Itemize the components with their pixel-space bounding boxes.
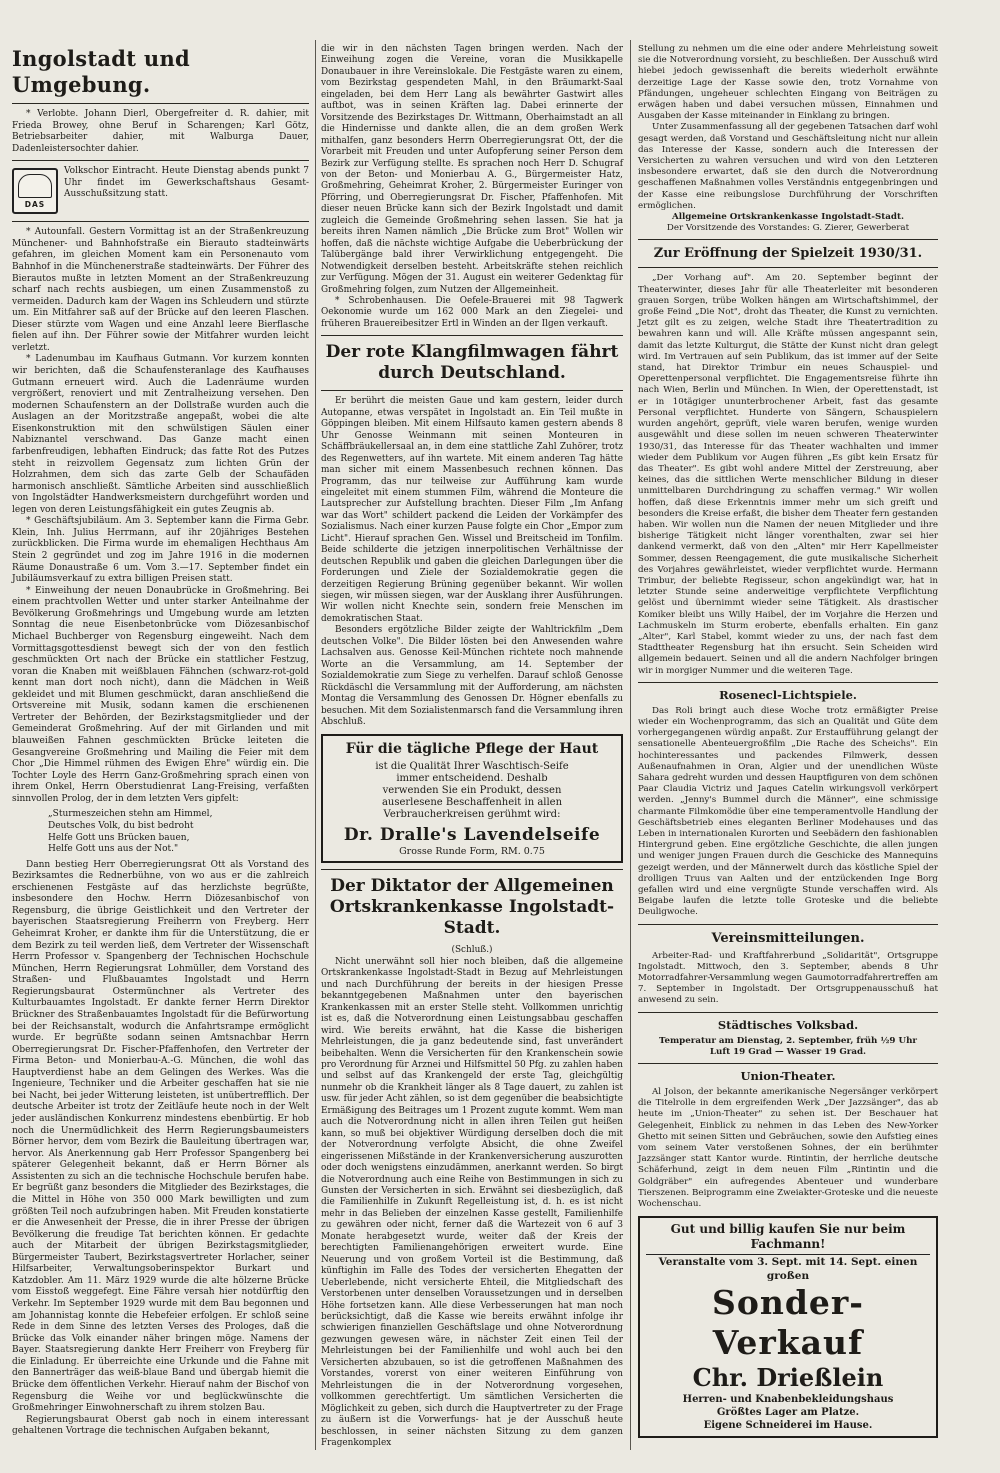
poem-line: Helfe Gott uns aus der Not.": [48, 844, 179, 855]
sale-line: Größtes Lager am Platze.: [716, 1407, 860, 1419]
poem: [12, 809, 309, 855]
article-diktator: Nicht unerwähnt soll hier noch bleiben, daß die allgemeine Ortskrankenkasse Ingolstadt-Stadt in Bezug auf Mehrleistungen und nach Durchführung der bereits in der hiesigen Presse bekanntgegebenen Maßnahmen unter den bayerischen Krankenkassen mit an erster Stelle steht. Vollkommen unrichtig ist es, daß die Notverordnung einen Leistungsabbau geschaffen wird. Wie bereits erwähnt, hat die Kasse die bisherigen Mehrleistungen, die ja ganz bedeutende sind, fast unverändert beibehalten. Wenn die Versicherten für den Krankenschein sowie pro Verordnung für Arznei und Hilfsmittel 50 Pfg. zu zahlen haben und selbst auf das Krankengeld der erste Tag, gleichgültig nunmehr ob die Krankheit länger als 8 Tage dauert, zu zahlen ist usw. für jeder Acht zählen, so ist dem gegenüber die beabsichtigte Ermäßigung des Beitrages um 1 Prozent zugute kommt. Wem man auch die Notverordnung nicht in allen ihren Teilen gut heißen kann, so muß bei objektiver Würdigung derselben doch die mit der Notverordnung verfolgte Absicht, die ohne Zweifel eingerissenen Mißstände in der Krankenversicherung auszurotten oder doch wenigstens einzudämmen, anerkannt werden. So birgt die Notverordnung auch eine Reihe von Bestimmungen in sich zu Gunsten der Versicherten in sich. Erwähnt sei diesbezüglich, daß die Familienhilfe in Zukunft Regelleistung ist, d. h. es ist nicht mehr in das Belieben der einzelnen Kasse gestellt, Familienhilfe zu gewähren oder nicht, ferner daß die Wartezeit von 6 auf 3 Monate herabgesetzt wurde, weiter daß der Kreis der berechtigten Familienangehörigen erweitert wurde. Eine Neuerung und von großem Vorteil ist die Bestimmung, daß künftighin im Falle des Todes der versicherten Ehegatten der Ueberlebende, nicht versicherte Ehteil, die Mitgliedschaft des Verstorbenen unter denselben Voraussetzungen und in derselben Höhe fortsetzen kann. Alle diese Verbesserungen hat man noch berücksichtigt, daß die Kasse wie bereits erwähnt infolge ihr schwierigen finanziellen Geschäftslage und ohne Notverordnung gezwungen gewesen wäre, in nächster Zeit einen Teil der Mehrleistungen bei der Familienhilfe und wohl auch bei den Versicherten abzubauen, so ist die getroffenen Maßnahmen des Vorstandes, vorerst von einer weiteren Einführung von Mehrleistungen die in der Notverordnung vorgesehen, vollkommen gerechtfertigt. Um sämtlichen Versicherten die Möglichkeit zu geben, sich durch die Hauptvertreter zu der Frage zu äußern ist die Vorwerfungs- hat je der Ausschuß heute beschlossen, in seiner nächsten Sitzung zu dem ganzen Fragenkomplex: [321, 956, 623, 1448]
article-schrobenhausen: * Schrobenhausen. Die Oefele-Brauerei mit 98 Tagwerk Oekonomie wurde um 162 000 Mark an den Ziegelei- und früheren Brauereibesitzer Ertl in Winden an der Ilgen verkauft.: [321, 295, 623, 329]
divider: [321, 335, 623, 336]
divider: [321, 869, 623, 870]
poem-line: Helfe Gott uns Brücken bauen,: [48, 832, 190, 843]
article-einweihung: * Einweihung der neuen Donaubrücke in Großmehring. Bei einem prachtvollen Wetter und unter starker Anteilnahme der Bevölkerung Großmehrings und Umgebung wurde am letzten Sonntag die neue Eisenbetonbrücke vom Diözesanbischof Michael Buchberger von Regensburg eingeweiht. Nach dem Vormittagsgottesdienst bewegt sich der von den festlich geschmückten Ort nach der Brücke ein stattlicher Festzug, voran die Knaben mit weißblauen Fähnchen (schwarz-rot-gold kennt man dort noch nicht), dann die Mädchen in Weiß gekleidet und mit Blumen geschmückt, daran anschließend die Ortsvereine mit Musik, sodann kamen die erschienenen Vertreter der Behörden, der Bezirkstagsmitglieder und der Gemeinderat Großmehring. Auf der mit Girlanden und mit blauweißen Fahnen geschmückten Brücke leiteten die Gesangvereine Großmehring und Mailing die Feier mit dem Chor „Die Himmel rühmen des Ewigen Ehre" würdig ein. Die Tochter Loyle des Herrn Ganz-Großmehring sprach einen von ihrem Onkel, Herrn Oberstudienrat Lang-Freising, verfaßten sinnvollen Prolog, der in dem letzten Vers gipfelt:: [12, 585, 309, 804]
continuation-note: (Schluß.): [451, 945, 493, 956]
headline-rosenecl: Rosenecl-Lichtspiele.: [719, 687, 857, 702]
article-verein: Arbeiter-Rad- und Kraftfahrerbund „Solidarität", Ortsgruppe Ingolstadt. Mittwoch, den 3. September, abends 8 Uhr Motorradfahrer-Versammlung wegen Gaumotorradfahrertreffen am 7. September in Ingolstadt. Der Ortsgruppenausschuß hat anwesend zu sein.: [638, 950, 938, 1006]
article-klangfilm-2: Besonders ergötzliche Bilder zeigte der Wahltrickfilm „Dem deutschen Volke". Die Bilder lösten bei den Anwesenden wahre Lachsalven aus. Genosse Keil-München richtete noch mahnende Worte an die Versammlung, am 14. September der Sozialdemokratie zum Siege zu verhelfen. Darauf schloß Genosse Rückdäschl die Versammlung mit der Aufforderung, am nächsten Montag die Versammlung des Genossen Dr. Högner ebenfalls zu besuchen. Mit dem Sozialistenmarsch fand die Versammlung ihren Abschluß.: [321, 625, 623, 728]
divider: [12, 103, 309, 104]
divider: [638, 1063, 938, 1064]
sale-line: Herren- und Knabenbekleidungshaus: [682, 1394, 894, 1406]
headline-union: Union-Theater.: [740, 1069, 836, 1084]
ad-brand: Dr. Dralle's Lavendelseife: [343, 825, 601, 846]
poem-line: Deutsches Volk, du bist bedroht: [48, 820, 194, 831]
article-geschaeftsjubilaeum: * Geschäftsjubiläum. Am 3. September kann die Firma Gebr. Klein, Inh. Julius Herrmann, auf ihr 20jähriges Bestehen zurückblicken. Die Firma wurde im ehemaligen Hechthaus Am Stein 2 gegründet und zog im Jahre 1916 in die modernen Räume Donaustraße 6 um. Vom 3.—17. September findet ein Jubiläumsverkauf zu extra billigen Preisen statt.: [12, 516, 309, 585]
divider: [638, 924, 938, 925]
signature-org: Allgemeine Ortskrankenkasse Ingolstadt-Stadt.: [671, 212, 905, 223]
sale-firm: Chr. Drießlein: [692, 1363, 884, 1393]
poem-line: „Sturmeszeichen stehn am Himmel,: [48, 809, 213, 820]
headline-klangfilm: Der rote Klangfilmwagen fährt durch Deutschland.: [325, 342, 619, 384]
advertisement-soap: [321, 734, 623, 863]
column-rule: [630, 40, 631, 1450]
sale-headline: Sonder-Verkauf: [712, 1283, 864, 1363]
article-verlobte: * Verlobte. Johann Dierl, Obergefreiter d. R. dahier, mit Frieda Browey, ohne Beruf in Scharengen; Karl Götz, Betriebsarbeiter dahier, mit Walburga Dauer, Dadenleistersochter dahier.: [12, 109, 309, 154]
article-ladenumbau: * Ladenumbau im Kaufhaus Gutmann. Vor kurzem konnten wir berichten, daß die Schaufensteranlage des Kaufhauses Gutmann erneuert wird. Auch die Ladenräume wurden vergrößert, renoviert und mit Zentralheizung versehen. Den modernen Schaufenstern an der Dollstraße wurden auch die Auslagen an der Moritzstraße angepaßt, wobei die alte Eisenkonstruktion mit den schwülstigen Säulen einer Nabiznantel verschwand. Das Ganze macht einen farbenfreudigen, lebhaften Eindruck; das fatte Rot des Putzes steht in reizvollem Gegensatz zum lichten Grün der Holzrahmen, dem sich das zarte Gelb der Schaufäden harmonisch anschließt. Sämtliche Arbeiten sind ausschließlich von Ingolstädter Handwerksmeistern durchgeführt worden und legen von deren Leistungsfähigkeit ein gutes Zeugnis ab.: [12, 354, 309, 515]
headline-verein: Vereinsmitteilungen.: [711, 930, 865, 946]
article-autounfall: * Autounfall. Gestern Vormittag ist an der Straßenkreuzung Münchener- und Bahnhofstraße ein Bierauto stadteinwärts gefahren, im gleichen Moment kam ein Personenauto vom Bahnhof in die Münchenerstraße stadteinwärts. Der Führer des Bierautos mußte in letzten Moment an der Straßenkreuzung scharf nach rechts ausbiegen, um einen Zusammenstoß zu vermeiden. Dadurch kam der Wagen ins Schleudern und stürzte um. Ein Mitfahrer saß auf der Brücke auf den leeren Flaschen. Dieser stürzte vom Wagen und eine Anzahl leere Bierflasche fielen auf ihn. Der Führer sowie der Mitfahrer wurden leicht verletzt.: [12, 227, 309, 353]
ad-body: ist die Qualität Ihrer Waschtisch-Seife immer entscheidend. Deshalb verwenden Sie ein Produkt, dessen auserlesene Beschaffenheit in allen Verbraucherkreisen gerühmt wird:: [375, 761, 569, 821]
article-zusammenfassung: Unter Zusammenfassung all der gegebenen Tatsachen darf wohl gesagt werden, daß Vorstand und Geschäftsleitung nicht nur allein das Interesse der Kasse, sondern auch die Interessen der Versicherten zu wahren versuchen und wird von den Letzteren insbesondere erwartet, daß sie den durch die Notverordnung geschaffenen Maßnahmen volles Verständnis entgegenbringen und der Kasse eine reibungslose Durchführung der Vorschriften ermöglichen.: [638, 122, 938, 211]
logo-label: DAS: [24, 199, 46, 209]
divider: [638, 239, 938, 240]
headline-diktator: Der Diktator der Allgemeinen Ortskrankenkasse Ingolstadt-Stadt.: [329, 876, 615, 939]
divider: [638, 267, 938, 268]
article-einweihung-cont: Dann bestieg Herr Oberregierungsrat Ott als Vorstand des Bezirksamtes die Rednerbühne, von wo aus er die zahlreich erschienenen Festgäste auf das herzlichste begrüßte, insbesondere den Hochw. Herrn Diözesanbischof von Regensburg, die übrige Geistlichkeit und den Vertreter der bayerischen Staatsregierung Freiherrn von Freyberg. Herr Geheimrat Kroher, er dankte ihm für die Unterstützung, die er dem Bezirk zu teil werden ließ, dem Vertreter der Wissenschaft Herrn Professor v. Spangenberg der Technischen Hochschule München, Herrn Regierungsrat Lohmüller, dem Vorstand des Straßen- und Flußbauamtes Ingolstadt und Herrn Regierungsbaurat Ostermünchner als Vertreter des Kulturbauamtes Ingolstadt. Er dankte ferner Herrn Direktor Brückner des Straßenbauamtes Ingolstadt für die Befürwortung bei der Reichsanstalt, wodurch die Anfahrtsrampe ermöglicht wurde. Er begrüßte sodann seinen Amtsnachbar Herrn Oberregierungsrat Dr. Fischer-Pfaffenhofen, den Vertreter der Firma Beton- und Monierbau-A.-G. München, die wohl das Hauptverdienst habe an dem Gelingen des Werkes. Was die Ingenieure, Techniker und die Arbeiter geschaffen hat sie nie bei Nacht, bei jeder Witterung leisteten, ist unübertrefflich. Der deutsche Arbeiter ist trotz der Zeitläufe heute noch in der Welt jeder ausländischen Konkurrenz mindestens ebenbürtig. Er hob noch die Unermüdlichkeit des Herrn Regierungsbaumeisters Börner hervor, dem vom Bezirk die Bauleitung übertragen war, hervor. Als Anerkennung gab Herr Professor Spangenberg bei späterer Gelegenheit bekannt, daß er Herrn Börner als Assistenten zu sich an die technische Hochschule berufen habe. Er begrüßt ganz besonders die Mitglieder des Bezirkstages, die die Mittel in Höhe von 350 000 Mark bewilligten und zum größten Teil noch aufzubringen haben. Mit Freuden konstatierte er die Anwesenheit der Presse, die in ihrer Presse der übrigen Bevölkerung die freudige Tat berichten können. Er gedachte auch der Mitarbeit der übrigen Bezirkstagsmitglieder, Bürgermeister Taubert, Bezirkstagsvertreter Horlacher, seiner Hilfsarbeiter, Verwaltungsoberinspektor Burkart und Katzdobler. Am 11. März 1929 wurde die alte hölzerne Brücke vom Eisstoß weggefegt. Eine Fähre versah hier notdürftig den Verkehr. Im September 1929 wurde mit dem Bau begonnen und am Johannistag konnte die Hebefeier erfolgen. Er schloß seine Rede in dem Sinne des letzten Verses des Prologes, daß die Brücke das Volk einander näher bringen möge. Namens der Bayer. Staatsregierung dankte Herr Freiherr von Freyberg für die Einladung. Er überreichte eine Urkunde und die Fahne mit den Bannerträger das weiß-blaue Band und übergab hiemit die Brücke dem öffentlichen Verkehr. Hierauf nahm der Bischof von Regensburg die Weihe vor und beglückwünschte die Großmehringer Einwohnerschaft zu ihrem stolzen Bau.: [12, 859, 309, 1414]
article-volkschor: Volkschor Eintracht. Heute Dienstag abends punkt 7 Uhr findet im Gewerkschaftshaus Gesamt-Ausschußsitzung statt.: [64, 166, 309, 200]
headline-spielzeit: Zur Eröffnung der Spielzeit 1930/31.: [653, 246, 923, 262]
article-regierung: Regierungsbaurat Oberst gab noch in einem interessant gehaltenen Vortrage die technischen Aufgaben bekannt,: [12, 1414, 309, 1437]
ad-price: Grosse Runde Form, RM. 0.75: [399, 846, 545, 858]
ad-headline: Für die tägliche Pflege der Haut: [345, 741, 599, 758]
divider: [12, 221, 309, 222]
logo-emblem: [18, 174, 52, 198]
article-rosenecl: Das Roli bringt auch diese Woche trotz ermäßigter Preise wieder ein Wochenprogramm, das sich an Qualität und Güte dem vorhergegangenen würdig anpaßt. Zur Erstaufführung gelangt der sensationelle Abenteuergroßfilm „Die Rache des Scheichs". Ein hochinteressantes und packendes Filmwerk, dessen Außenaufnahmen in Oran, Algier und der unendlichen Wüste Sahara gedreht wurden und dessen Hauptfiguren von dem schönen Paar Claudia Victriz und Jaques Catelin wirkungsvoll verkörpert werden. „Jenny's Bummel durch die Männer", eine schmissige charmante Filmkomödie über eine temperamentvolle Handlung der Geschäftsbetrieb eines eleganten Berliner Modehauses und das Leben in internationalen Kurorten und Seebädern den fashionablen Hintergrund geben. Eine ergötzliche Geschichte, die allen jungen und weniger jungen Frauen durch die Geschicke des Mannequins gezeigt werden, und der Männerwelt durch das köstliche Spiel der drolligen Truus van Aalten und der entzückenden Inge Borg gefallen wird und eine vergnügte Stunde verschaffen wird. Als Beigabe laufen die letzte tolle Groteske und die beliebte Deuligwoche.: [638, 705, 938, 918]
divider: [321, 390, 623, 391]
column-rule: [315, 40, 316, 1450]
divider: [638, 1012, 938, 1013]
sale-line: Eigene Schneiderei im Hause.: [703, 1420, 873, 1432]
volksbad-values: Luft 19 Grad — Wasser 19 Grad.: [709, 1046, 867, 1057]
article-klangfilm: Er berührt die meisten Gaue und kam gestern, leider durch Autopanne, etwas verspätet in Ingolstadt an. Ein Teil mußte in Göppingen bleiben. Mit einem Hilfsauto kamen gestern abends 8 Uhr Genosse Weinmann mit seinen Monteuren in Schäffbräukellersaal an, in dem eine stattliche Zahl Zuhörer, trotz des Regenwetters, auf ihn wartete. Mit einem anderen Tag hätte man sicher mit einem Massenbesuch rechnen können. Das Programm, das nur teilweise zur Aufführung kam wurde eingeleitet mit einem stummen Film, während die Monteure die Lautsprecher zur Aufstellung brachten. Dieser Film „Im Anfang war das Wort" schildert packend die Leiden der Vorkämpfer des Sozialismus. Nach einer kurzen Pause folgte ein Chor „Empor zum Licht". Hierauf sprachen Gen. Wissel und Breitscheid im Tonfilm. Beide schilderte die jetzigen innerpolitischen Verhältnisse der deutschen Republik und gaben die gleichen Darlegungen über die Forderungen und Ziele der Sozialdemokratie gegen die derzeitigen Regierung Brüning gegenüber bekannt. Wir wollen siegen, wir müssen siegen, war der Ausklang ihrer Ausführungen. Wir wollen nicht Knechte sein, sondern freie Menschen im demokratischen Staat.: [321, 396, 623, 624]
volksbad-temp: Temperatur am Dienstag, 2. September, früh ½9 Uhr: [659, 1035, 917, 1046]
divider: [12, 160, 309, 161]
volkschor-logo: [12, 168, 58, 214]
sale-slogan: Gut und billig kaufen Sie nur beim Fachmann!: [646, 1222, 930, 1255]
column-right: [638, 44, 938, 1438]
article-union: Al Jolson, der bekannte amerikanische Negersänger verkörpert die Titelrolle in dem ergreifenden Werk „Der Jazzsänger", das ab heute im „Union-Theater" zu sehen ist. Der Beschauer hat Gelegenheit, Einblick zu nehmen in das Leben des New-Yorker Ghetto mit seinen Sitten und Gebräuchen, sowie den Aufstieg eines vom seinem Vater verstoßenen Sohnes, der ein berühmter Jazzsänger statt Kantor wurde. Rintintin, der herrliche deutsche Schäferhund, zeigt in dem neuen Film „Rintintin und die Goldgräber" ein aufregendes Abenteuer und wunderbare Tierszenen. Beiprogramm eine Zweiakter-Groteske und die neueste Wochenschau.: [638, 1087, 938, 1210]
headline-volksbad: Städtisches Volksbad.: [717, 1017, 859, 1032]
section-title: Ingolstadt und Umgebung.: [12, 46, 191, 97]
article-spielzeit: „Der Vorhang auf". Am 20. September beginnt der Theaterwinter, dieses Jahr für alle Theaterleiter mit besonderen grauen Sorgen, trübe Wolken hängen am Wirtschaftshimmel, der große Feind „Die Not", droht das Theater, die Kunst zu vernichten. Jetzt gilt es zu zeigen, welche Stadt ihre Theatertradition zu bewahren kann und will. Alle Kräfte müssen angespannt sein, damit das letzte Kulturgut, die Stätte der Kunst nicht dran gelegt wird. Im Vertrauen auf sein Publikum, das ist immer auf der Seite stand, hat Direktor Trimbur ein neues Schauspiel- und Operettenpersonal verpflichtet. Die Engagementsreise führte ihn nach Wien, Berlin und München. In Wien, der Operettenstadt, ist er in 10tägiger ununterbrochener Arbeit, fast das gesamte Personal verpflichtet. Hunderte von Sängern, Schauspielern wurden angehört, geprüft, viele waren berufen, wenige wurden ausgewählt und diese sollen im neuen schweren Theaterwinter 1930/31, das Interesse für das Theater wachhalten und immer wieder dem Publikum vor Augen führen „Es gibt kein Ersatz für das Theater". Es gibt wohl andere Mittel der Zerstreuung, aber keines, das die sittlichen Werte menschlicher Bildung in dieser unmittelbaren Durchdringung zu schaffen vermag." Wir wollen hoffen, daß diese Erkenntnis immer mehr um sich greift und besonders die Kreise erfaßt, die bisher dem Theater fern gestanden haben. Wir wollen nun die Namen der neuen Mitglieder und ihre bisherige Tätigkeit nicht länger vorenthalten, zwar sei hier dankend vermerkt, daß von den „Alten" mir Herr Kapellmeister Sommer, dessen Reengagement, die gute musikalische Sicherheit des Vorjahres gewährleistet, wieder verpflichtet wurde. Hermann Trimbur, der beliebte Regisseur, schon angekündigt war, hat in letzter Stunde seine anderweitige verpflichtete Verpflichtung gelöst und übernimmt wieder seine Tätigkeit. Als drastischer Komiker bleibt uns Willy Haibel, der im Vorjahre die Herzen und Lachmuskeln im Sturm eroberte, ebenfalls erhalten. Ein ganz „Alter", Karl Stabel, kommt wieder zu uns, der nach fast dem Stadttheater Regensburg hat ihn ersucht. Sein Scheiden wird allgemein bedauert. Seinen und all die andern Nachfolger bringen wir in morgiger Nummer und die weiteren Tage.: [638, 273, 938, 676]
column-middle: [321, 44, 623, 1449]
sale-dates: Veranstalte vom 3. Sept. mit 14. Sept. einen großen: [658, 1256, 918, 1283]
column-left: [12, 46, 309, 1438]
article-continuation: Stellung zu nehmen um die eine oder andere Mehrleistung soweit sie die Notverordnung vorsieht, zu beschließen. Der Ausschuß wird hiebei jedoch gewissenhaft die bereits wiederholt erwähnte derzeitige Lage der Kasse sowie den, trotz Vornahme von Pfändungen, ungeheuer schlechten Eingang von Beiträgen zu erwägen haben und dabei versuchen müssen, Einnahmen und Ausgaben der Kasse miteinander in Einklang zu bringen.: [638, 44, 938, 122]
signature-person: Der Vorsitzende des Vorstandes: G. Zierer, Gewerberat: [666, 223, 910, 234]
advertisement-sale: [638, 1216, 938, 1438]
article-continuation: die wir in den nächsten Tagen bringen werden. Nach der Einweihung zogen die Vereine, voran die Musikkapelle Donaubauer in ihre Vereinslokale. Die Festgäste waren zu einem, vom Bezirkstag gespendeten Mahl, in den Bräumarkt-Saal eingeladen, bei dem Herr Lang als bewährter Gastwirt alles auftbot, was in seinen Kräften lag. Dabei erinnerte der Vorsitzende des Bezirkstages Dr. Wittmann, Oberhaimstadt an all die Hindernisse und dankte allen, die an dem großen Werk mithalfen, ganz besonders Herrn Oberregierungsrat Ott, der die Vorarbeit mit Freuden und unter Aufopferung seiner Person dem Bezirk zur Verfügung stellte. Es sprachen noch Herr D. Schugraf von der Beton- und Monierbau A. G., Bürgermeister Hatz, Großmehring, Geheimrat Kroher, 2. Bürgermeister Euringer von Pförring, und Oberregierungsrat Dr. Fischer, Pfaffenhofen. Mit dieser neuen Brücke kann sich der Bezirk Ingolstadt und damit zugleich die Gemeinde Großmehring sehen lassen. Sie hat ja bereits ihren Namen nämlich „Die Brücke zum Brot" Wollen wir hoffen, daß die nächste wichtige Aufgabe die Ueberbrückung der Talübergänge bald ihrer Verwirklichung entgegengeht. Die Notwendigkeit derselben besteht. Arbeitskräfte stehen reichlich zur Verfügung. Mögen der 31. August ein weiterer Gedenktag für Großmehring folgen, zum Nutzen der Allgemeinheit.: [321, 44, 623, 295]
divider: [638, 682, 938, 683]
